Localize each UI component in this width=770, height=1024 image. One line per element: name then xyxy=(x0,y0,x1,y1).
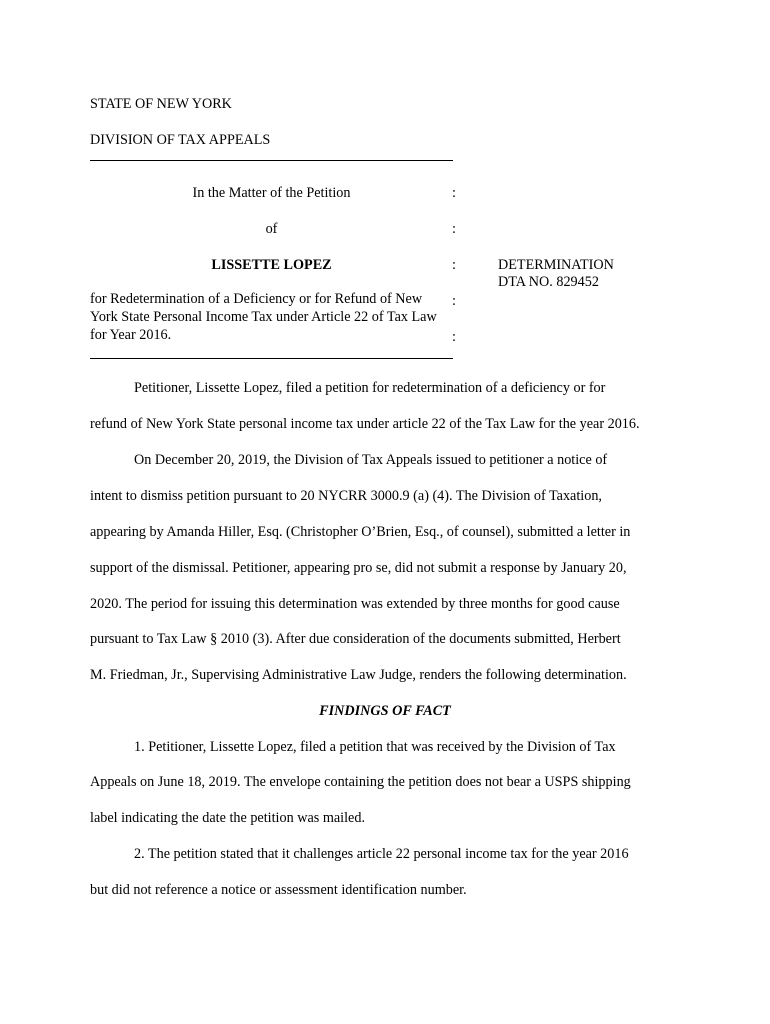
body-line: pursuant to Tax Law § 2010 (3). After due consideration of the documents submitted, Herbert xyxy=(90,631,621,647)
caption-top-rule xyxy=(90,160,453,161)
caption-colon-5: : xyxy=(452,329,456,345)
determination-label: DETERMINATION xyxy=(498,257,614,273)
finding-line: label indicating the date the petition was mailed. xyxy=(90,810,365,826)
petitioner-name: LISSETTE LOPEZ xyxy=(211,257,332,273)
finding-line: Appeals on June 18, 2019. The envelope containing the petition does not bear a USPS shipping xyxy=(90,774,631,790)
caption-bottom-rule xyxy=(90,358,453,359)
body-line: On December 20, 2019, the Division of Tax Appeals issued to petitioner a notice of xyxy=(134,452,608,468)
body-line: support of the dismissal. Petitioner, appearing pro se, did not submit a response by January 20, xyxy=(90,560,627,576)
body-line: 2020. The period for issuing this determination was extended by three months for good cause xyxy=(90,596,620,612)
finding-line: 2. The petition stated that it challenges article 22 personal income tax for the year 2016 xyxy=(134,846,629,862)
caption-colon-2: : xyxy=(452,221,456,237)
body-line: M. Friedman, Jr., Supervising Administrative Law Judge, renders the following determination. xyxy=(90,667,627,683)
division-heading: DIVISION OF TAX APPEALS xyxy=(90,132,271,148)
caption-colon-4: : xyxy=(452,293,456,309)
body-line: Petitioner, Lissette Lopez, filed a petition for redetermination of a deficiency or for xyxy=(134,380,606,396)
finding-line: but did not reference a notice or assessment identification number. xyxy=(90,882,467,898)
caption-colon-3: : xyxy=(452,257,456,273)
caption-purpose: for Redetermination of a Deficiency or for Refund of New York State Personal Income Tax under Article 22 of Tax Law for Year 2016. xyxy=(90,291,437,343)
body-line: refund of New York State personal income tax under article 22 of the Tax Law for the year 2016. xyxy=(90,416,640,432)
caption-of: of xyxy=(265,221,278,237)
body-line: intent to dismiss petition pursuant to 20 NYCRR 3000.9 (a) (4). The Division of Taxation, xyxy=(90,488,602,504)
finding-line: 1. Petitioner, Lissette Lopez, filed a petition that was received by the Division of Tax xyxy=(134,739,616,755)
caption-matter: In the Matter of the Petition xyxy=(192,185,351,201)
body-line: appearing by Amanda Hiller, Esq. (Christopher O’Brien, Esq., of counsel), submitted a letter in xyxy=(90,524,631,540)
caption-colon-1: : xyxy=(452,185,456,201)
state-heading: STATE OF NEW YORK xyxy=(90,96,232,112)
dta-number: DTA NO. 829452 xyxy=(498,274,599,290)
findings-heading: FINDINGS OF FACT xyxy=(319,703,451,719)
